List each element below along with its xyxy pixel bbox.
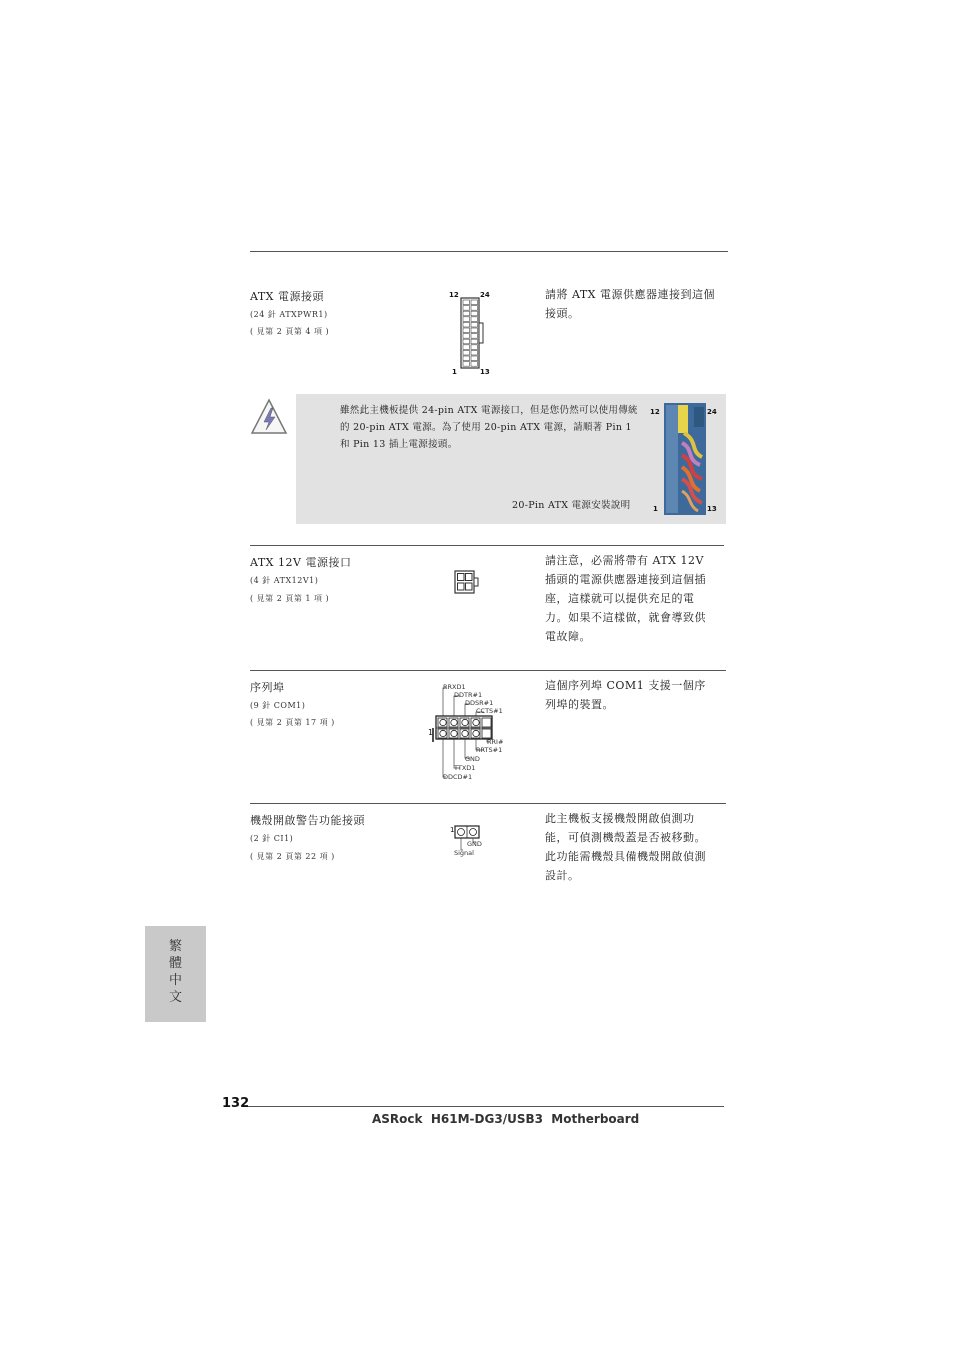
serial-spec: (9 針 COM1)	[250, 701, 306, 710]
serial-title: 序列埠	[250, 681, 285, 694]
footer-model: ASRock H61M-DG3/USB3 Motherboard	[372, 1112, 640, 1126]
section-rule-chassis	[250, 803, 726, 804]
atx24-pin	[471, 345, 478, 350]
atx24-pin	[463, 328, 470, 333]
atx24-pin	[471, 317, 478, 322]
chassis-signal-label: Signal	[454, 849, 474, 857]
atx24-pin	[471, 334, 478, 339]
atx24-pin	[463, 345, 470, 350]
language-side-tab-label: 繁體中文	[169, 939, 183, 1005]
chassis-pin1-label: 1	[450, 826, 455, 834]
atx24-pin	[471, 339, 478, 344]
footer-rule	[248, 1106, 724, 1107]
atx-pin-label-13: 13	[480, 368, 490, 376]
chassis-desc: 此主機板支援機殼開啟偵測功能，可偵測機殼蓋是否被移動。此功能需機殼具備機殼開啟偵測設計。	[545, 812, 706, 882]
serial-label-rrxd1: RRXD1	[443, 683, 466, 691]
language-side-tab	[145, 926, 206, 1022]
atx-pin-label-12: 12	[449, 291, 459, 299]
atx24-pin	[463, 339, 470, 344]
warning-icon	[250, 398, 288, 436]
serial-label-ccts1: CCTS#1	[476, 707, 503, 715]
serial-ref: ( 見第 2 頁第 17 項 )	[250, 718, 335, 727]
serial-label-gnd: GND	[465, 755, 480, 763]
photo-pin-label-12: 12	[650, 408, 660, 416]
atx24-pin	[471, 356, 478, 361]
atx24-latch	[479, 323, 483, 343]
page-number: 132	[222, 1096, 250, 1111]
atx24-pin	[463, 311, 470, 316]
atx24-pin	[463, 356, 470, 361]
serial-label-rrts1: RRTS#1	[476, 746, 503, 754]
20pin-installation-photo	[664, 403, 706, 515]
chassis-title: 機殼開啟警告功能接頭	[250, 814, 365, 827]
atx-power-spec: (24 針 ATXPWR1)	[250, 310, 328, 319]
serial-label-rri: RRI#	[487, 738, 504, 746]
chassis-ref: ( 見第 2 頁第 22 項 )	[250, 852, 335, 861]
serial-pin1-label: 1	[428, 728, 434, 737]
atx12v-desc: 請注意，必需將帶有 ATX 12V 插頭的電源供應器連接到這個插座，這樣就可以提供充足的電力。如果不這樣做，就會導致供電故障。	[545, 554, 706, 643]
atx24-pin	[471, 300, 478, 305]
atx24-pin	[471, 362, 478, 367]
atx12v-ref: ( 見第 2 頁第 1 項 )	[250, 594, 330, 603]
serial-desc: 這個序列埠 COM1 支援一個序列埠的裝置。	[545, 679, 706, 711]
warning-caption: 20-Pin ATX 電源安裝說明	[512, 500, 631, 511]
atx-power-desc: 請將 ATX 電源供應器連接到這個接頭。	[545, 288, 716, 320]
atx24-pin	[471, 311, 478, 316]
atx24-pin	[463, 362, 470, 367]
section-rule-serial	[250, 670, 726, 671]
chassis-spec: (2 針 CI1)	[250, 834, 294, 843]
atx-power-ref: ( 見第 2 頁第 4 項 )	[250, 327, 330, 336]
atx24-pin	[463, 322, 470, 327]
atx24-pin	[471, 350, 478, 355]
chassis-gnd-label: GND	[467, 840, 482, 848]
photo-pin-label-1: 1	[653, 505, 658, 513]
atx24-pin	[471, 306, 478, 311]
atx-power-title: ATX 電源接頭	[250, 290, 325, 303]
atx12v-title: ATX 12V 電源接口	[250, 556, 352, 569]
atx24-pin	[463, 334, 470, 339]
atx-24pin-connector-diagram	[460, 297, 484, 369]
atx24-pin	[463, 300, 470, 305]
warning-text: 雖然此主機板提供 24-pin ATX 電源接口，但是您仍然可以使用傳統的 20-pin ATX 電源。為了使用 20-pin ATX 電源，請順著 Pin 1 和 Pin 13 插上電源接頭。	[340, 405, 638, 450]
atx24-pin	[471, 322, 478, 327]
section-rule-atx12v	[250, 545, 724, 546]
atx24-pin	[463, 306, 470, 311]
photo-pin-label-24: 24	[707, 408, 717, 416]
atx12v-4pin-connector-diagram	[454, 570, 480, 596]
photo-pin-label-13: 13	[707, 505, 717, 513]
top-rule	[250, 251, 728, 252]
atx24-pin	[463, 350, 470, 355]
atx-pin-label-24: 24	[480, 291, 490, 299]
atx12v-spec: (4 針 ATX12V1)	[250, 576, 319, 585]
serial-label-ddsr1: DDSR#1	[465, 699, 494, 707]
atx-pin-label-1: 1	[452, 368, 457, 376]
atx24-pin	[471, 328, 478, 333]
serial-label-ttxd1: TTXD1	[454, 764, 476, 772]
serial-label-ddtr1: DDTR#1	[454, 691, 483, 699]
atx24-pin	[463, 317, 470, 322]
serial-label-ddcd1: DDCD#1	[443, 773, 473, 781]
